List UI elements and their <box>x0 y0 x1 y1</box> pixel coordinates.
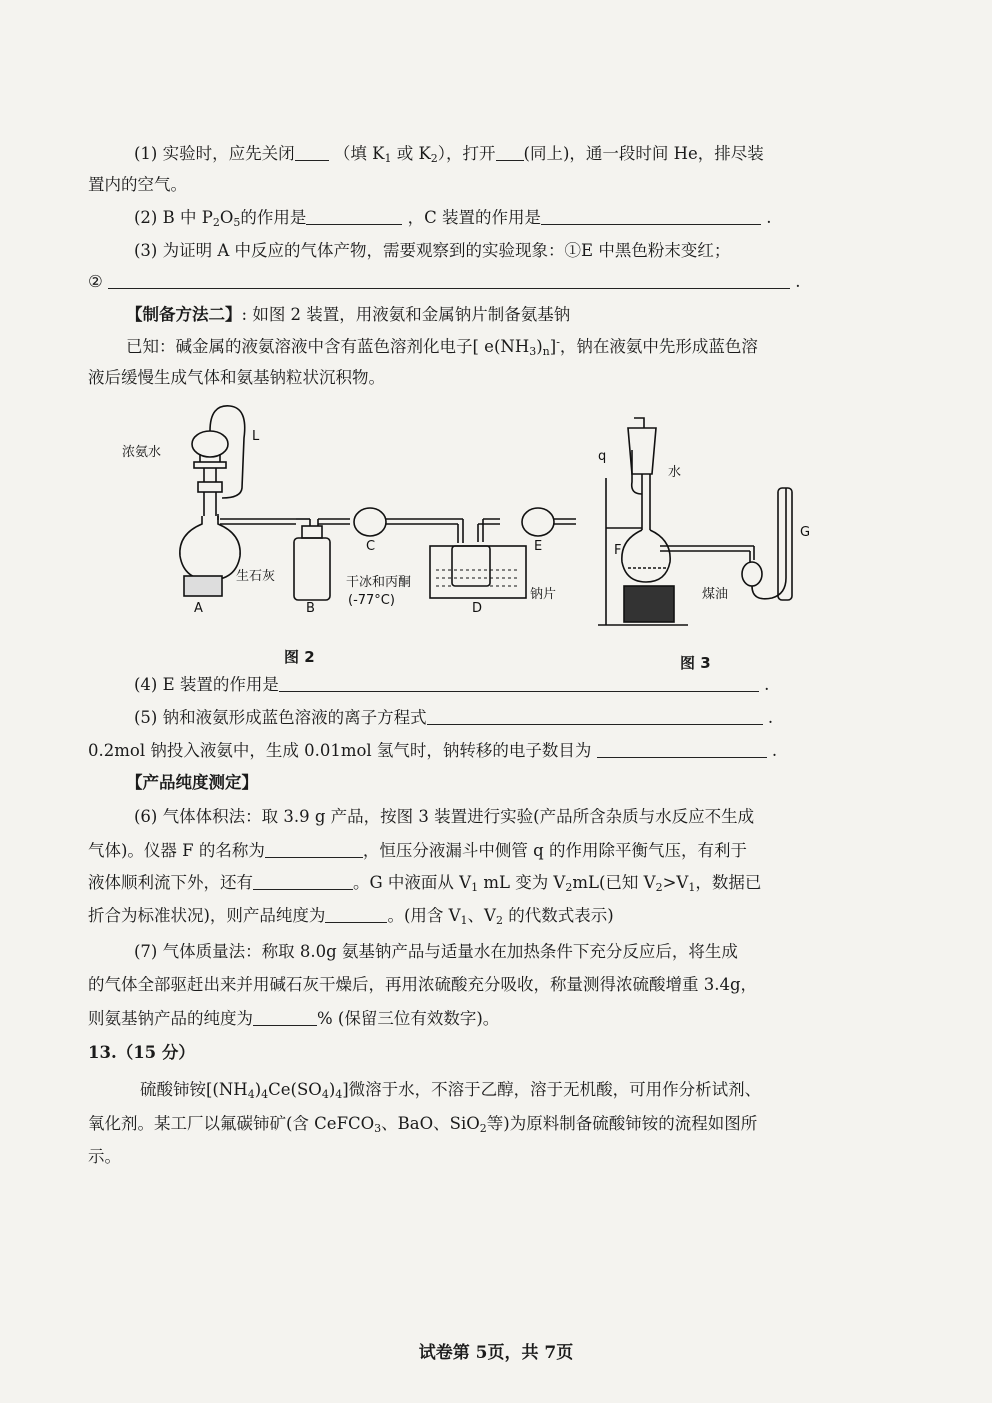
question-4: (4) E 装置的作用是 . <box>134 675 770 694</box>
question-13-number: 13.（15 分） <box>88 1043 195 1062</box>
blank <box>108 272 790 289</box>
blank <box>597 741 767 758</box>
leveling-bulb <box>742 562 762 586</box>
blank <box>265 841 363 858</box>
known-line2: 液后缓慢生成气体和氨基钠粒状沉积物。 <box>88 368 385 387</box>
blank <box>325 906 387 923</box>
blank <box>496 144 524 161</box>
label-B: B <box>306 601 315 616</box>
label-dry-ice: 干冰和丙酮 <box>346 575 412 590</box>
question-2: (2) B 中 $P_2O_5$的作用是 ，C 装置的作用是 . <box>134 208 772 229</box>
blank <box>279 675 759 692</box>
figure-3-caption: 图 3 <box>680 654 711 672</box>
page-footer: 试卷第 5页，共 7页 <box>418 1343 574 1363</box>
question-6-line2: 气体)。仪器 F 的名称为 ，恒压分液漏斗中侧管 q 的作用除平衡气压，有利于 <box>88 841 747 860</box>
blank <box>253 1009 317 1026</box>
label-A: A <box>194 601 203 616</box>
pressure-tube-L <box>210 406 245 498</box>
question-7-line1: (7) 气体质量法：称取 8.0g 氨基钠产品与适量水在加热条件下充分反应后，将生成 <box>134 942 738 961</box>
question-3-line2: ② . <box>88 272 801 291</box>
question-5-line2: 0.2mol 钠投入液氨中，生成 0.01mol 氢气时，钠转移的电子数目为 . <box>88 741 778 760</box>
label-L: L <box>252 429 260 444</box>
question-1-line1: (1) 实验时，应先关闭 （填 $K_1$ 或 $K_2$），打开 (同上)，通一段时间 He，排尽装 <box>134 144 764 165</box>
question-3-line1: (3) 为证明 A 中反应的气体产物，需要观察到的实验现象：①E 中黑色粉末变红； <box>134 241 731 260</box>
purity-heading: 【产品纯度测定】 <box>126 773 258 792</box>
blank <box>427 708 763 725</box>
question-7-line2: 的气体全部驱赶出来并用碱石灰干燥后，再用浓硫酸充分吸收，称量测得浓硫酸增重 3.4g， <box>88 975 758 994</box>
question-6-line3: 液体顺利流下外，还有 。G 中液面从 $V_1$ mL 变为 $V_2mL$(已知 $V_2>V_1$，数据已 <box>88 873 762 894</box>
label-kerosene: 煤油 <box>702 587 729 602</box>
question-13-line2: 氧化剂。某工厂以氟碳铈矿(含 CeFCO$_3$、BaO、SiO$_2$等)为原料制备硫酸铈铵的流程如图所 <box>88 1114 758 1135</box>
question-13-line3: 示。 <box>88 1147 121 1166</box>
figure-2-apparatus <box>118 398 578 628</box>
method-two: 【制备方法二】: 如图 2 装置，用液氨和金属钠片制备氨基钠 <box>126 305 571 324</box>
label-q: q <box>598 449 607 464</box>
question-6-line1: (6) 气体体积法：取 3.9 g 产品，按图 3 装置进行实验(产品所含杂质与水反应不生成 <box>134 807 755 826</box>
label-conc-ammonia: 浓氨水 <box>122 445 162 460</box>
label-G: G <box>800 525 811 540</box>
label-F: F <box>614 543 622 558</box>
label-E: E <box>534 539 543 554</box>
question-1-line2: 置内的空气。 <box>88 175 187 194</box>
question-6-line4: 折合为标准状况)，则产品纯度为 。(用含 $V_1$、$V_2$ 的代数式表示) <box>88 906 614 927</box>
flask-A <box>180 516 240 580</box>
quicklime-block <box>184 576 222 596</box>
cold-bath-D <box>430 546 526 598</box>
question-13-line1: 硫酸铈铵$[(NH_4)_4Ce(SO_4)_4]$微溶于水，不溶于乙醇，溶于无机酸，可用作分析试剂、 <box>140 1080 762 1101</box>
blank <box>541 208 761 225</box>
question-7-line3: 则氨基钠产品的纯度为 % (保留三位有效数字)。 <box>88 1009 500 1028</box>
blank <box>295 144 329 161</box>
label-sodium: 钠片 <box>530 587 557 602</box>
label-C: C <box>366 539 376 554</box>
funnel-bulb <box>192 431 228 457</box>
flask-F <box>622 530 670 582</box>
label-quicklime: 生石灰 <box>236 569 276 584</box>
known-line1: 已知：碱金属的液氨溶液中含有蓝色溶剂化电子[ $e(NH_3)_n]^-$，钠在液氨中先形成蓝色溶 <box>126 335 758 358</box>
question-5-line1: (5) 钠和液氨形成蓝色溶液的离子方程式 . <box>134 708 774 727</box>
heater <box>624 586 674 622</box>
label-D: D <box>472 601 483 616</box>
label-water: 水 <box>668 465 682 480</box>
bottle-B <box>294 538 330 600</box>
figure-3-apparatus <box>594 410 820 634</box>
blank <box>306 208 402 225</box>
figure-2-caption: 图 2 <box>284 648 315 666</box>
label-temperature: (-77°C) <box>348 593 395 608</box>
side-tube-q <box>632 450 642 494</box>
drying-tube-C <box>354 508 386 536</box>
blank <box>253 873 353 890</box>
tube-E <box>522 508 554 536</box>
